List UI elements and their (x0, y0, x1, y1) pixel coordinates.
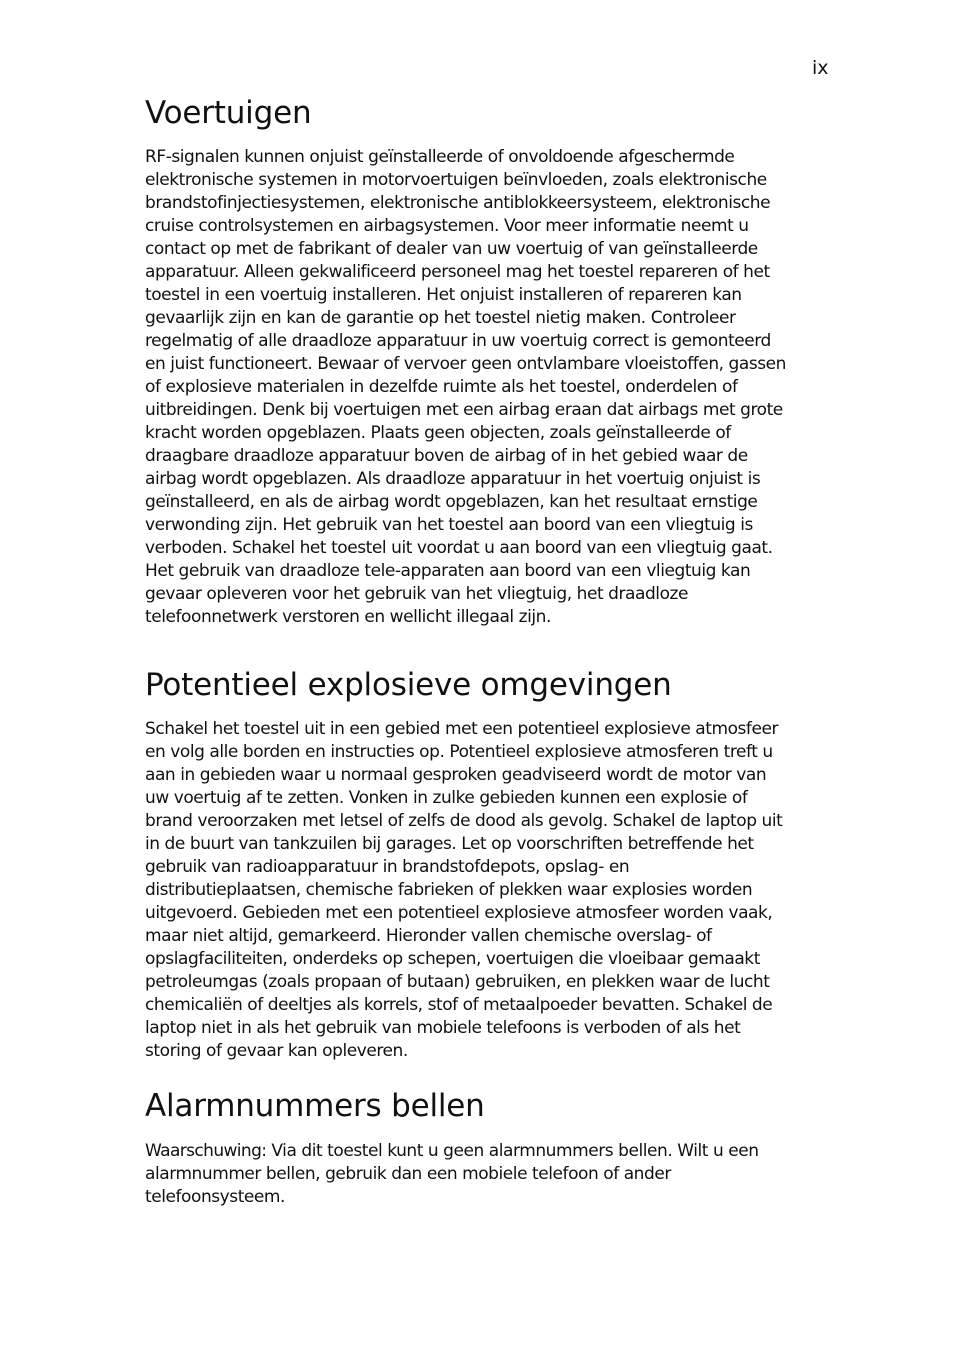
text-line: regelmatig of alle draadloze apparatuur in uw voertuig correct is gemonteerd (145, 331, 771, 351)
text-line: uw voertuig af te zetten. Vonken in zulke gebieden kunnen een explosie of (145, 788, 748, 808)
text-line: petroleumgas (zoals propaan of butaan) gebruiken, en plekken waar de lucht (145, 972, 770, 992)
text-line: maar niet altijd, gemarkeerd. Hieronder vallen chemische overslag- of (145, 926, 712, 946)
text-line: verboden. Schakel het toestel uit voordat u aan boord van een vliegtuig gaat. (145, 538, 773, 558)
text-line: cruise controlsystemen en airbagsystemen. Voor meer informatie neemt u (145, 216, 749, 236)
text-line: en juist functioneert. Bewaar of vervoer geen ontvlambare vloeistoffen, gassen (145, 354, 787, 374)
text-line: of explosieve materialen in dezelfde ruimte als het toestel, onderdelen of (145, 377, 738, 397)
section-title-explosieve-omgevingen: Potentieel explosieve omgevingen (145, 667, 672, 703)
section-title-alarmnummers: Alarmnummers bellen (145, 1088, 485, 1124)
text-line: brand veroorzaken met letsel of zelfs de dood als gevolg. Schakel de laptop uit (145, 811, 783, 831)
text-line: gevaar opleveren voor het gebruik van het vliegtuig, het draadloze (145, 584, 689, 604)
text-line: chemicaliën of deeltjes als korrels, stof of metaalpoeder bevatten. Schakel de (145, 995, 773, 1015)
text-line: telefoonsysteem. (145, 1187, 285, 1207)
text-line: brandstofinjectiesystemen, elektronische antiblokkeersysteem, elektronische (145, 193, 771, 213)
text-line: telefoonnetwerk verstoren en wellicht illegaal zijn. (145, 607, 551, 627)
warning-label: Waarschuwing: (145, 1141, 267, 1161)
text-line: toestel in een voertuig installeren. Het onjuist installeren of repareren kan (145, 285, 742, 305)
text-line: aan in gebieden waar u normaal gesproken geadviseerd wordt de motor van (145, 765, 767, 785)
text-line: geïnstalleerd, en als de airbag wordt opgeblazen, kan het resultaat ernstige (145, 492, 758, 512)
paragraph-explosieve-omgevingen (145, 718, 835, 1063)
text-line: opslagfaciliteiten, onderdeks op schepen, voertuigen die vloeibaar gemaakt (145, 949, 760, 969)
text-line: alarmnummer bellen, gebruik dan een mobiele telefoon of ander (145, 1164, 671, 1184)
text-line: laptop niet in als het gebruik van mobiele telefoons is verboden of als het (145, 1018, 741, 1038)
text-line (145, 1140, 835, 1163)
text-line: in de buurt van tankzuilen bij garages. Let op voorschriften betreffende het (145, 834, 754, 854)
text-line: apparatuur. Alleen gekwalificeerd personeel mag het toestel repareren of het (145, 262, 770, 282)
text-line: draagbare draadloze apparatuur boven de airbag of in het gebied waar de (145, 446, 748, 466)
section-title-voertuigen: Voertuigen (145, 95, 312, 131)
text-line: kracht worden opgeblazen. Plaats geen objecten, zoals geïnstalleerde of (145, 423, 731, 443)
text-line: gevaarlijk zijn en kan de garantie op het toestel nietig maken. Controleer (145, 308, 736, 328)
text-fragment: Via dit toestel kunt u geen alarmnummers bellen. Wilt u een (266, 1141, 759, 1161)
text-line: verwonding zijn. Het gebruik van het toestel aan boord van een vliegtuig is (145, 515, 753, 535)
text-line: elektronische systemen in motorvoertuigen beïnvloeden, zoals elektronische (145, 170, 767, 190)
text-line: gebruik van radioapparatuur in brandstofdepots, opslag- en (145, 857, 630, 877)
text-line: airbag wordt opgeblazen. Als draadloze apparatuur in het voertuig onjuist is (145, 469, 761, 489)
text-line: Schakel het toestel uit in een gebied met een potentieel explosieve atmosfeer (145, 719, 779, 739)
text-line: Het gebruik van draadloze tele-apparaten aan boord van een vliegtuig kan (145, 561, 751, 581)
text-line: en volg alle borden en instructies op. Potentieel explosieve atmosferen treft u (145, 742, 773, 762)
paragraph-alarmnummers (145, 1140, 835, 1209)
text-line: uitgevoerd. Gebieden met een potentieel explosieve atmosfeer worden vaak, (145, 903, 773, 923)
paragraph-voertuigen (145, 146, 835, 629)
text-line: distributieplaatsen, chemische fabrieken of plekken waar explosies worden (145, 880, 753, 900)
text-line: contact op met de fabrikant of dealer van uw voertuig of van geïnstalleerde (145, 239, 758, 259)
text-line: RF-signalen kunnen onjuist geïnstalleerde of onvoldoende afgeschermde (145, 147, 735, 167)
text-line: uitbreidingen. Denk bij voertuigen met een airbag eraan dat airbags met grote (145, 400, 783, 420)
page-number: ix (812, 57, 829, 79)
text-line: storing of gevaar kan opleveren. (145, 1041, 408, 1061)
